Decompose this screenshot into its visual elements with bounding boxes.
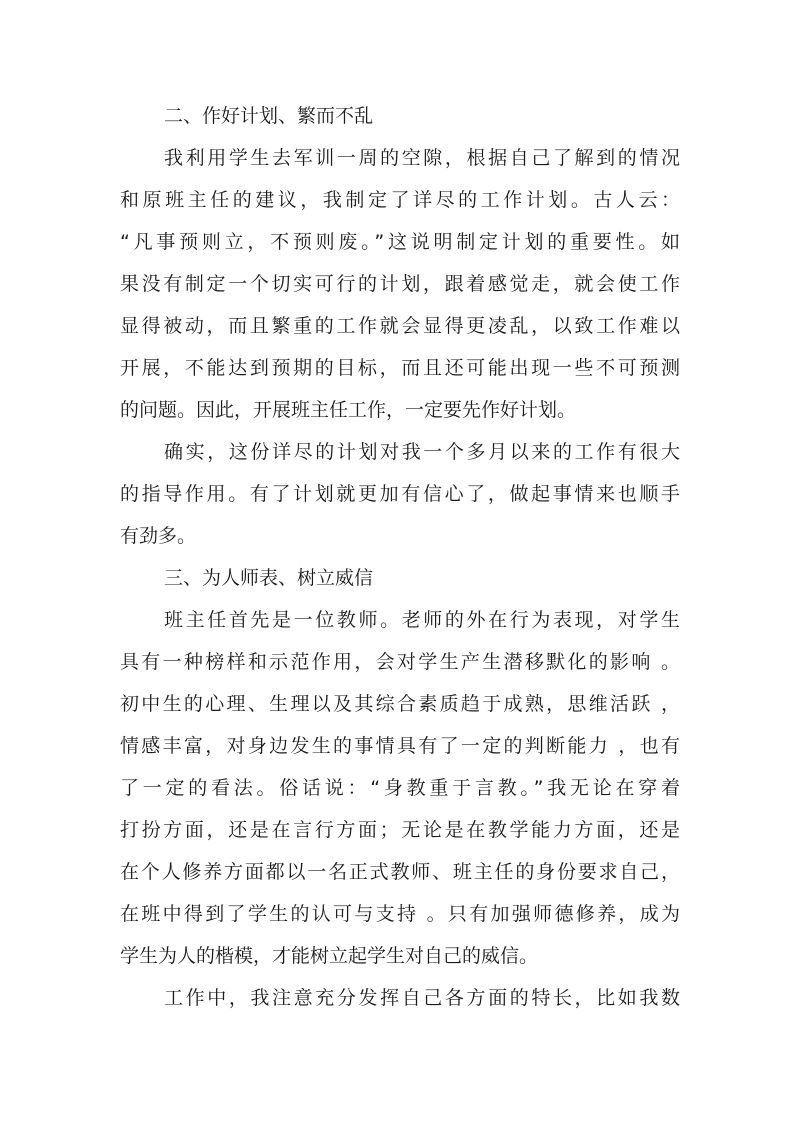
section-heading-2: 二、作好计划、繁而不乱 [164, 105, 374, 127]
paragraph-line: 在班中得到了学生的认可与支持 。只有加强师德修养，成为 [120, 903, 680, 925]
paragraph-line: 我利用学生去军训一周的空隙，根据自己了解到的情况 [164, 147, 680, 169]
paragraph-line: 具有一种榜样和示范作用，会对学生产生潜移默化的影响 。 [120, 651, 680, 673]
paragraph-line: 确实，这份详尽的计划对我一个多月以来的工作有很大 [164, 441, 680, 463]
paragraph-line: 的指导作用。有了计划就更加有信心了，做起事情来也顺手 [120, 483, 680, 505]
section-heading-3: 三、为人师表、树立威信 [164, 567, 374, 589]
paragraph-line: 情感丰富，对身边发生的事情具有了一定的判断能力 ，也有 [120, 735, 680, 757]
paragraph-line: 初中生的心理、生理以及其综合素质趋于成熟，思维活跃 ， [120, 693, 680, 715]
paragraph-line: 工作中，我注意充分发挥自己各方面的特长，比如我数 [164, 987, 680, 1009]
paragraph-line: 有劲多。 [120, 525, 197, 547]
paragraph-line: 学生为人的楷模，才能树立起学生对自己的威信。 [120, 945, 539, 967]
paragraph-line: 的问题。因此，开展班主任工作，一定要先作好计划。 [120, 399, 577, 421]
paragraph-line: 开展，不能达到预期的目标，而且还可能出现一些不可预测 [120, 357, 680, 379]
paragraph-line: 显得被动，而且繁重的工作就会显得更凌乱，以致工作难以 [120, 315, 680, 337]
paragraph-line: 和原班主任的建议，我制定了详尽的工作计划。古人云： [120, 189, 680, 211]
paragraph-line: 果没有制定一个切实可行的计划，跟着感觉走，就会使工作 [120, 273, 680, 295]
paragraph-line: 班主任首先是一位教师。老师的外在行为表现，对学生 [164, 609, 680, 631]
paragraph-line: “凡事预则立，不预则废。”这说明制定计划的重要性。如 [120, 231, 680, 253]
paragraph-line: 在个人修养方面都以一名正式教师、班主任的身份要求自己， [120, 861, 680, 883]
paragraph-line: 了一定的看法。俗话说：“身教重于言教。”我无论在穿着 [120, 777, 680, 799]
paragraph-line: 打扮方面，还是在言行方面；无论是在教学能力方面，还是 [120, 819, 680, 841]
